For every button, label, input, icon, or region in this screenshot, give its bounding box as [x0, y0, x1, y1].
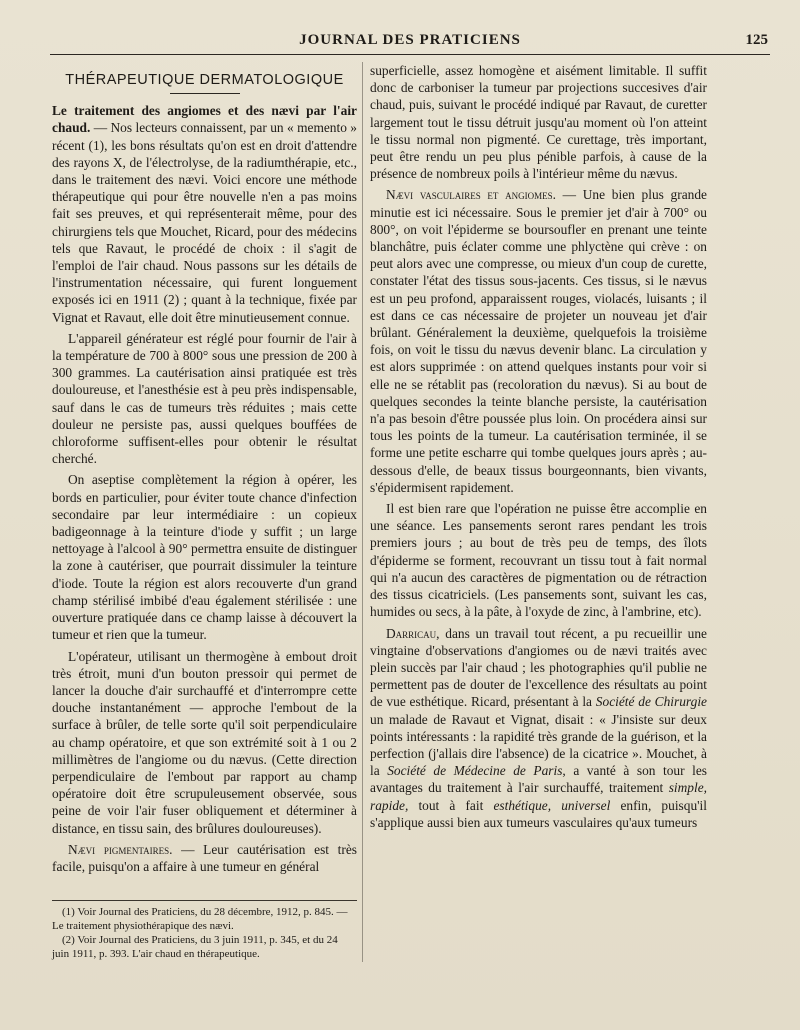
society-medecine: Société de Médecine de Paris — [387, 763, 563, 779]
footnote-2: (2) Voir Journal des Praticiens, du 3 juin 1911, p. 345, et du 24 juin 1911, p. 393. L'air chaud en thérapeutique. — [52, 934, 338, 960]
paragraph-dressings: Il est bien rare que l'opération ne puisse être accomplie en une séance. Les pansements seront rares pendant les trois premiers jours ; au bout de très peu de temps, des îlots d'épiderme se forment, recouvrant un tissu tout à fait normal qui n'a aucun des caractères de pigmentation ou de rétraction des tissus cicatriciels. (Les pansements sont, suivant les cas, humides ou secs, à la pâte, à l'oxyde de zinc, à l'ambrine, etc). — [370, 501, 707, 620]
emphasis-simple-rapide: simple, rapide, — [370, 780, 707, 813]
right-column — [370, 62, 707, 962]
darricau-text-b: un malade de Ravaut et Vignat, disait : « J'insiste sur deux points intéressants : la rapidité très grande de la guérison, et la perfection (j'allais dire l'absence) de la cicatrice ». Mouchet, à la — [370, 711, 707, 779]
paragraph-apparatus: L'appareil générateur est réglé pour fournir de l'air à la température de 700 à 800° sous une pression de 200 à 300 grammes. La cautérisation ainsi pratiquée est très douloureuse, et l'anesthésie est à peu près indispensable, sauf dans le cas de tumeurs très réduites ; mais cette douleur ne persiste pas, aussi quelques bouffées de chloroforme suffisent-elles pour obtenir le résultat cherché. — [52, 330, 357, 467]
pigmented-naevi-text: — Leur cautérisation est très facile, puisqu'on a affaire à une tumeur en général — [52, 841, 357, 874]
left-column — [52, 62, 357, 962]
subhead-pigmented-naevi: Nævi pigmentaires. — [68, 841, 173, 857]
emphasis-esthetique: esthétique, universel — [493, 797, 611, 813]
paragraph-darricau — [370, 625, 707, 831]
vascular-naevi-text: — Une bien plus grande minutie est ici nécessaire. Sous le premier jet d'air à 700° ou 800°, on voit l'épiderme se boursoufler en prenant une teinte blanchâtre, puis éclater comme une phlyctène qui crève : on peut alors avec une compresse, ou mieux d'un coup de curette, constater l'état des tissus sous-jacents. Ces tissus, si le nævus est un peu profond, apparaissent rouges, violacés, luisants ; il est dans ce cas nécessaire de projeter un nouveau jet d'air brûlant. Généralement la deuxième, quelquefois la troisième fois, on voit le tissu du nævus devenir blanc. La circulation y est alors supprimée : on attend quelques instants pour voir si elle ne se rétablit pas (recoloration du nævus). Si au bout de quelques secondes la teinte blanche persiste, la cautérisation n'a pas besoin d'être poussée plus loin. On procédera ainsi sur tous les points de la tumeur. La cautérisation terminée, il se forme une petite escharre qui tombe quelques jours après ; au-dessous d'elle, de beaux tissus bourgeonnants, bien vivants, s'épidermisent rapidement. — [370, 187, 707, 495]
paragraph-continuation: superficielle, assez homogène et aisément limitable. Il suffit donc de carboniser la tumeur par projections succesives d'air chaud, puis, suivant le procédé indiqué par Ravaut, de curetter largement tout le tissu détruit jusqu'au moment où l'on atteint le tissu normal non pigmenté. Ce curettage, très important, peut être rendu un peu plus pénible parfois, à cause de la présence de nombreux poils à l'intérieur même du nævus. — [370, 63, 707, 182]
author-darricau: Darricau, — [386, 625, 440, 641]
society-chirurgie: Société de Chirurgie — [595, 694, 707, 710]
darricau-text-a: dans un travail tout récent, a pu recueillir une vingtaine d'observations d'angiomes ou de nævi traités avec plein succès par l'air chaud ; les photographies qu'il publie ne permettent pas de douter de l'excellence des résultats au point de vue esthétique. Ricard, présentant à la — [370, 625, 707, 710]
footnote-1: (1) Voir Journal des Praticiens, du 28 décembre, 1912, p. 845. — Le traitement physiothérapique des nævi. — [52, 906, 348, 932]
darricau-text-d: tout à fait — [408, 797, 494, 813]
running-head — [50, 30, 770, 55]
running-title: JOURNAL DES PRATICIENS — [299, 32, 521, 48]
darricau-text-e: enfin, puisqu'il s'applique aussi bien aux tumeurs vasculaires qu'aux tumeurs — [370, 797, 707, 830]
title-rule — [170, 93, 240, 94]
paragraph-pigmented-naevi — [52, 841, 357, 875]
subhead-vascular-naevi: Nævi vasculaires et angiomes. — [386, 187, 556, 203]
darricau-text-c: , a vanté à son tour les avantages du traitement à l'air surchauffé, traitement — [370, 763, 707, 796]
paragraph-intro — [52, 102, 357, 326]
paragraph-asepsis: On aseptise complètement la région à opérer, les bords en particulier, pour éviter toute chance d'infection secondaire par leur intermédiaire : un copieux badigeonnage à la teinture d'iode y suffit ; un large nettoyage à l'alcool à 90° permettra ensuite de distinguer la zone à cautériser, que pourrait dissimuler la teinture d'iode. Toute la région est alors recouverte d'un grand champ stérilisé imbibé d'eau également stérilisée : une ouverture pratiquée dans ce champ laisse à découvert la tumeur et rien que la tumeur. — [52, 472, 357, 643]
article-heading: Le traitement des angiomes et des nævi par l'air chaud. — [52, 103, 357, 136]
paragraph-operator: L'opérateur, utilisant un thermogène à embout droit très étroit, muni d'un bouton pressoir qui permet de lancer la douche d'air surchauffé et d'interrompre cette douche instantanément — approche l'embout de la surface à brûler, de telle sorte qu'il soit perpendiculaire au champ opératoire, et que son extrémité soit à 1 ou 2 millimètres de l'angiome ou du nævus. (Cette direction perpendiculaire de l'embout par rapport au champ opératoire doit être scrupuleusement observée, sous peine de voir l'air fuser obliquement et déterminer à distance, en tissu sain, des brûlures douloureuses). — [52, 648, 357, 836]
column-divider — [362, 62, 363, 962]
paragraph-vascular-naevi — [370, 186, 707, 496]
section-title: THÉRAPEUTIQUE DERMATOLOGIQUE — [65, 72, 344, 88]
intro-text: — Nos lecteurs connaissent, par un « memento » récent (1), les bons résultats qu'on est en droit d'attendre des rayons X, de l'électrolyse, de la radiumthérapie, etc., dans le traitement des nævi. Voici encore une méthode thérapeutique qui pour être nouvelle n'en a pas moins fait ses preuves, et qui représenterait même, pour des chirurgiens tels que Mouchet, Ricard, pour des médecins tels que Ravaut, le procédé de choix : il s'agit de l'emploi de l'air chaud. Nous passons sur les détails de l'instrumentation nécessaire, qui furent longuement exposés ici en 1911 (2) ; quant à la technique, fixée par Vignat et Ravaut, elle doit être minutieusement connue. — [52, 120, 357, 325]
footnotes — [52, 900, 357, 961]
page-number: 125 — [745, 32, 768, 48]
